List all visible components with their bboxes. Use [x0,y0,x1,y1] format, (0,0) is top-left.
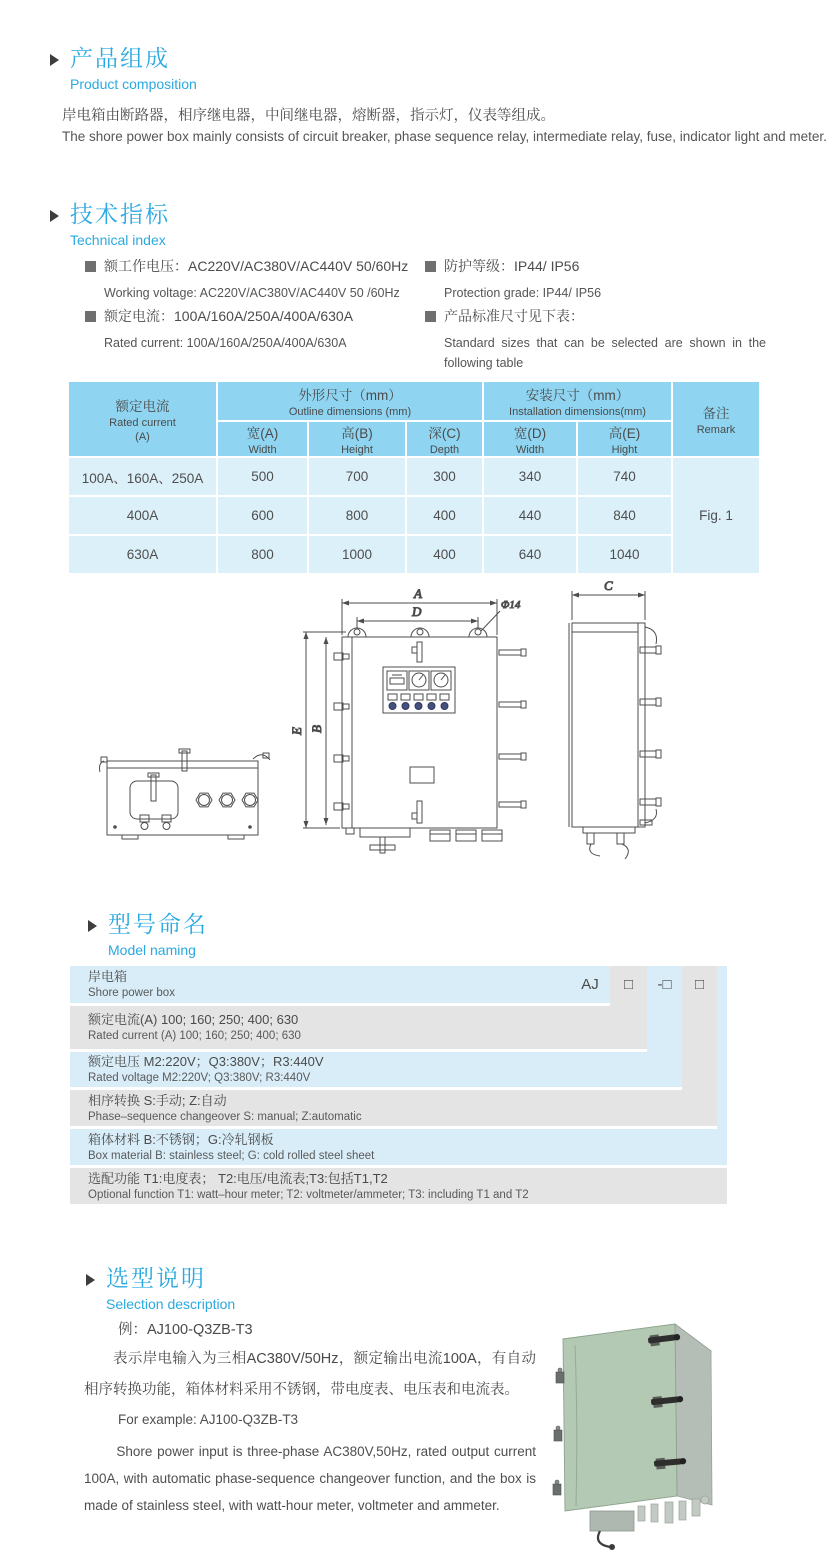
top-view-drawing [100,749,271,839]
side-view-drawing [569,578,661,859]
table-cell: 800 [309,497,405,534]
sub-header-depth-c: 深(C) Depth [407,422,482,456]
spec-en: Working voltage: AC220V/AC380V/AC440V 50 /60Hz [104,286,400,300]
table-cell: 800 [218,536,307,573]
spec-bullet-icon [425,311,436,322]
table-cell: 400 [407,497,482,534]
group-header-outline: 外形尺寸（mm） Outline dimensions (mm) [218,382,482,420]
table-cell: 500 [218,458,307,495]
model-code-prefix: AJ [581,976,599,993]
section-title-en: Technical index [70,232,166,249]
section-technical-index [50,202,170,248]
dimensions-table [69,382,759,573]
section-selection-description [86,1266,235,1312]
section-title-zh: 型号命名 [108,911,208,937]
table-cell: 840 [578,497,671,534]
section-arrow-icon [50,54,59,66]
table-cell: 1040 [578,536,671,573]
spec-rated-current [85,306,353,353]
spec-bullet-icon [85,311,96,322]
section-title-zh: 产品组成 [70,45,170,71]
spec-en: Rated current: 100A/160A/250A/400A/630A [104,336,347,350]
side-bottom-bracket-drawing [583,827,635,859]
table-cell: 600 [218,497,307,534]
selection-paragraph-en: Shore power input is three-phase AC380V,50Hz, rated output current 100A, with automatic phase-sequence changeover function, and the box is made of stainless steel, with watt-hour meter, voltmeter and ammeter. [84,1444,536,1513]
model-row-rated-current: 额定电流(A) 100; 160; 250; 400; 630 Rated current (A) 100; 160; 250; 400; 630 [70,1006,647,1049]
outline-drawing [60,575,760,890]
table-cell: 1000 [309,536,405,573]
table-cell-remark: Fig. 1 [673,458,759,573]
selection-paragraph-zh: 表示岸电输入为三相AC380V/50Hz，额定输出电流100A，有自动相序转换功能，箱体材料采用不锈钢，带电度表、电压表和电流表。 [84,1351,536,1398]
model-row-shore-power-box: 岸电箱 Shore power box [70,966,610,1003]
col-header-remark: 备注 Remark [673,382,759,456]
dim-label-d: D [412,604,422,619]
nameplate-drawing [410,767,434,783]
dim-label-phi14: Φ14 [501,599,521,611]
section-arrow-icon [50,210,59,222]
section-model-naming [88,912,208,958]
model-row-optional-function: 选配功能 T1:电度表； T2:电压/电流表;T3:包括T1,T2 Optional function T1: watt–hour meter; T2: voltmeter/ammeter; T3: including T1 and T2 [70,1168,727,1204]
hinge-hardware [553,1368,564,1495]
spec-en: Protection grade: IP44/ IP56 [444,286,602,300]
composition-body-en: The shore power box mainly consists of circuit breaker, phase sequence relay, intermediate relay, fuse, indicator light and meter. [62,129,827,144]
section-title-en: Selection description [106,1296,236,1313]
spec-zh: 额工作电压：AC220V/AC380V/AC440V 50/60Hz [104,258,409,274]
col-header-rated-current: 额定电流 Rated current (A) [69,382,216,456]
table-cell: 400 [407,536,482,573]
spec-bullet-icon [425,261,436,272]
spec-zh: 额定电流：100A/160A/250A/400A/630A [104,308,354,324]
section-arrow-icon [88,920,97,932]
table-cell: 300 [407,458,482,495]
indicator-lights-drawing [388,694,449,710]
table-cell: 700 [309,458,405,495]
selection-example-zh: 例：AJ100-Q3ZB-T3 [118,1322,253,1338]
sub-header-width-a: 宽(A) Width [218,422,307,456]
composition-body-zh: 岸电箱由断路器，相序继电器，中间继电器，熔断器，指示灯，仪表等组成。 [62,108,555,124]
product-photo [538,1288,810,1563]
table-cell: 100A、160A、250A [69,458,216,495]
dim-label-b: B [309,725,324,733]
table-cell: 440 [484,497,576,534]
section-title-zh: 技术指标 [70,201,170,227]
model-row-box-material: 箱体材料 B:不锈钢；G:冷轧钢板 Box material B: stainless steel; G: cold rolled steel sheet [70,1129,727,1165]
spec-en: Standard sizes that can be selected are shown in the following table [444,336,766,370]
model-code-box-3: □ [694,976,705,993]
spec-zh: 产品标准尺寸见下表： [444,308,584,324]
selection-example-en: For example: AJ100-Q3ZB-T3 [118,1412,299,1427]
model-row-phase-sequence: 相序转换 S:手动; Z:自动 Phase–sequence changeover S: manual; Z:automatic [70,1090,717,1126]
spec-bullet-icon [85,261,96,272]
spec-working-voltage [85,256,408,303]
table-cell: 640 [484,536,576,573]
section-product-composition [50,46,197,92]
latches-drawing [499,649,526,808]
group-header-install: 安装尺寸（mm） Installation dimensions(mm) [484,382,671,420]
table-cell: 400A [69,497,216,534]
section-title-en: Model naming [108,942,196,959]
section-title-zh: 选型说明 [106,1265,206,1291]
spec-protection-grade [425,256,601,303]
model-row-rated-voltage: 额定电压 M2:220V；Q3:380V；R3:440V Rated voltage M2:220V; Q3:380V; R3:440V [70,1052,682,1087]
sub-header-width-d: 宽(D) Width [484,422,576,456]
front-view-drawing [289,586,526,853]
cable-glands-drawing [196,793,258,807]
model-code-box-1: □ [623,976,634,993]
spec-zh: 防护等级：IP44/ IP56 [444,258,580,274]
shore-power-box-image [553,1324,712,1550]
model-code-box-2: -□ [657,976,672,993]
meter-panel-drawing [383,667,455,713]
sub-header-height-b: 高(B) Height [309,422,405,456]
side-latches-drawing [640,627,661,825]
dim-label-e: E [289,727,304,735]
table-cell: 340 [484,458,576,495]
dim-label-c: C [604,578,613,593]
section-arrow-icon [86,1274,95,1286]
model-naming-table [70,966,727,1206]
table-cell: 630A [69,536,216,573]
table-cell: 740 [578,458,671,495]
sub-header-height-e: 高(E) Hight [578,422,671,456]
section-title-en: Product composition [70,76,197,93]
dim-label-a: A [414,586,422,601]
bottom-glands-drawing [346,828,502,853]
spec-standard-sizes [425,306,766,373]
